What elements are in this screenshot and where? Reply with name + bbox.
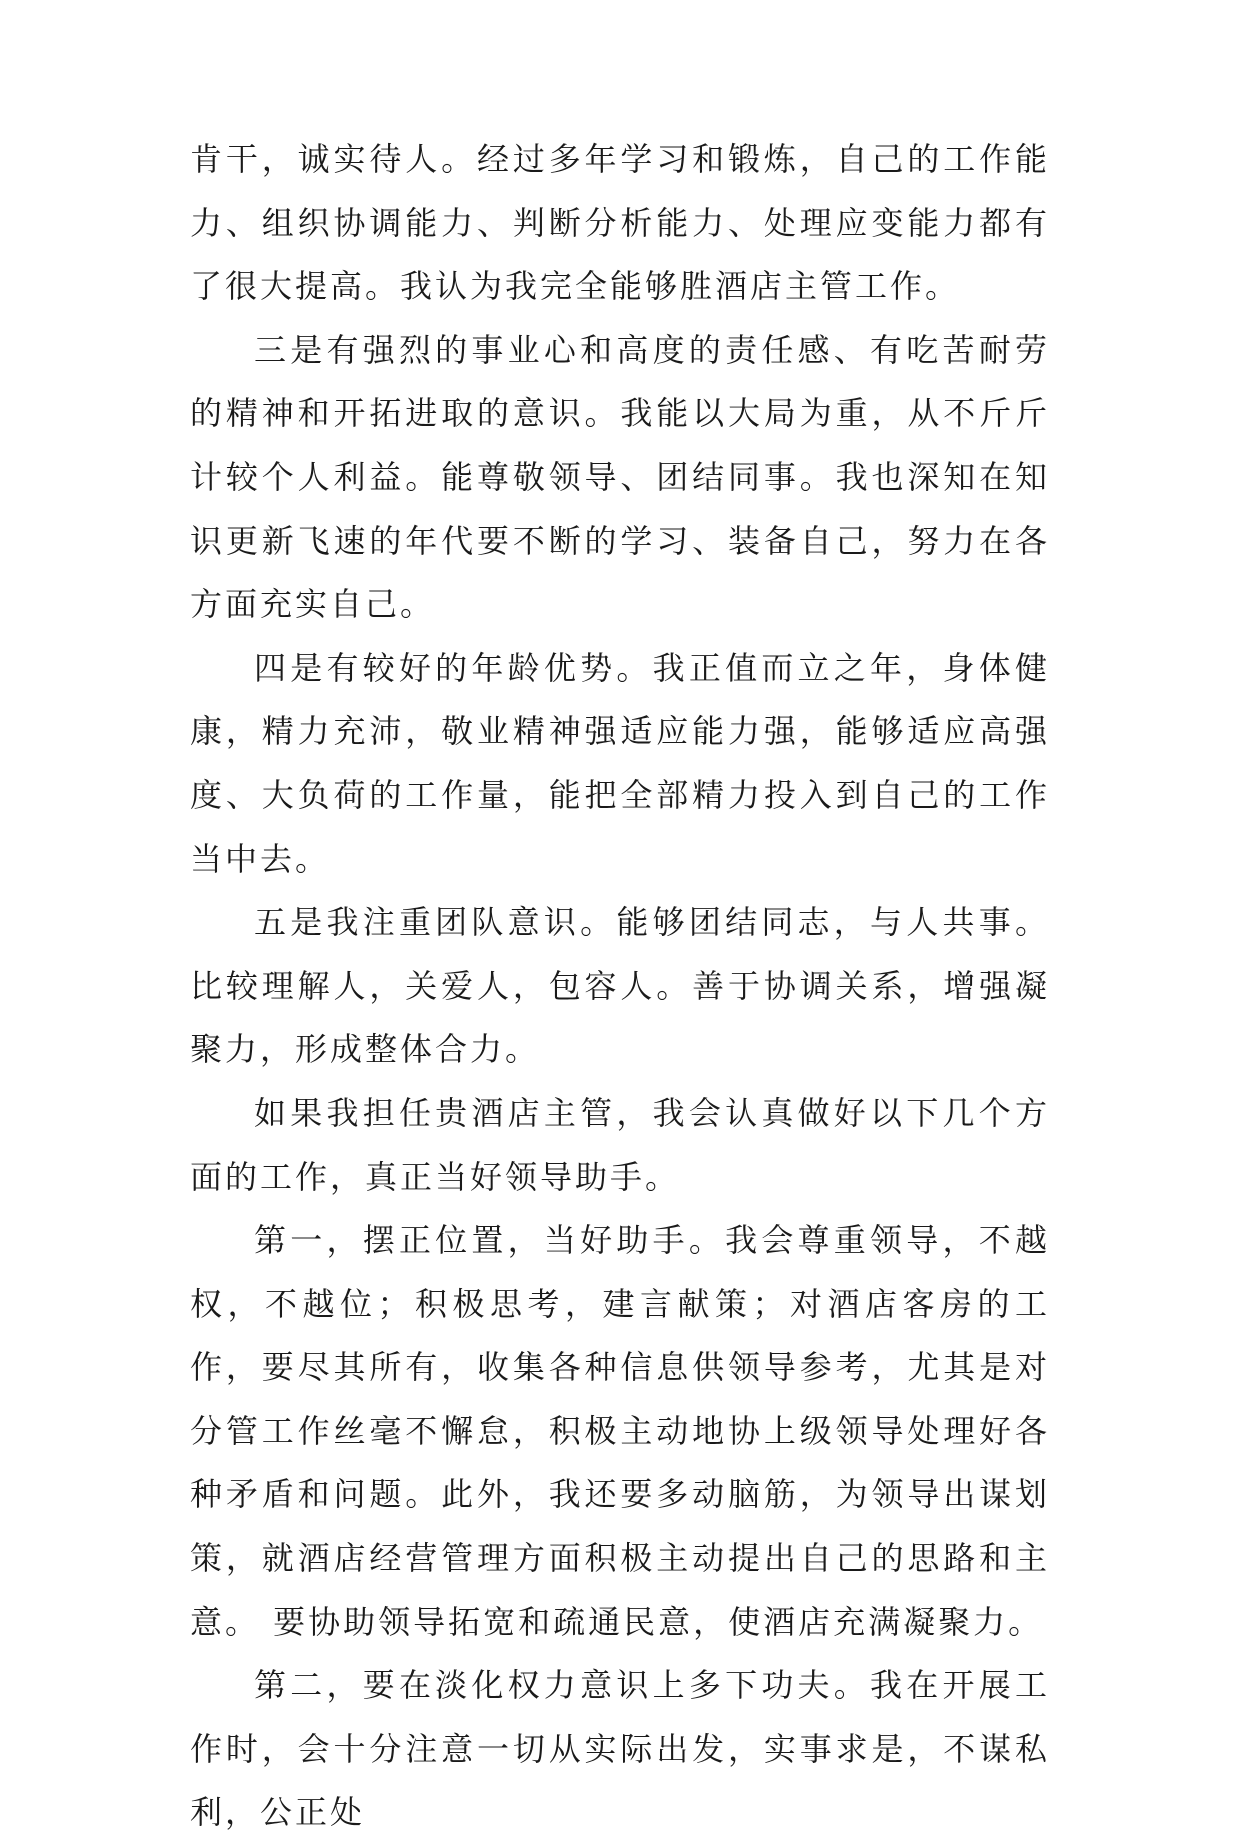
paragraph-2: 三是有强烈的事业心和高度的责任感、有吃苦耐劳的精神和开拓进取的意识。我能以大局为重，从不斤斤计较个人利益。能尊敬领导、团结同事。我也深知在知识更新飞速的年代要不断的学习、装备自己，努力在各方面充实自己。: [190, 330, 1050, 624]
paragraph-1: 肯干，诚实待人。经过多年学习和锻炼，自己的工作能力、组织协调能力、判断分析能力、处理应变能力都有了很大提高。我认为我完全能够胜酒店主管工作。: [190, 140, 1050, 306]
paragraph-3: 四是有较好的年龄优势。我正值而立之年，身体健康，精力充沛，敬业精神强适应能力强，能够适应高强度、大负荷的工作量，能把全部精力投入到自己的工作当中去。: [190, 648, 1050, 878]
paragraph-4: 五是我注重团队意识。能够团结同志，与人共事。比较理解人，关爱人，包容人。善于协调关系，增强凝聚力，形成整体合力。: [190, 903, 1050, 1069]
paragraph-5: 如果我担任贵酒店主管，我会认真做好以下几个方面的工作，真正当好领导助手。: [190, 1093, 1050, 1196]
paragraph-7: 第二，要在淡化权力意识上多下功夫。我在开展工作时，会十分注意一切从实际出发，实事求是，不谋私利，公正处: [190, 1666, 1050, 1832]
document-body: [190, 128, 1050, 1845]
paragraph-6: 第一，摆正位置，当好助手。我会尊重领导，不越权，不越位；积极思考，建言献策；对酒店客房的工作，要尽其所有，收集各种信息供领导参考，尤其是对分管工作丝毫不懈怠，积极主动地协上级领导处理好各种矛盾和问题。此外，我还要多动脑筋，为领导出谋划策，就酒店经营管理方面积极主动提出自己的思路和主意。 要协助领导拓宽和疏通民意，使酒店充满凝聚力。: [190, 1221, 1050, 1641]
